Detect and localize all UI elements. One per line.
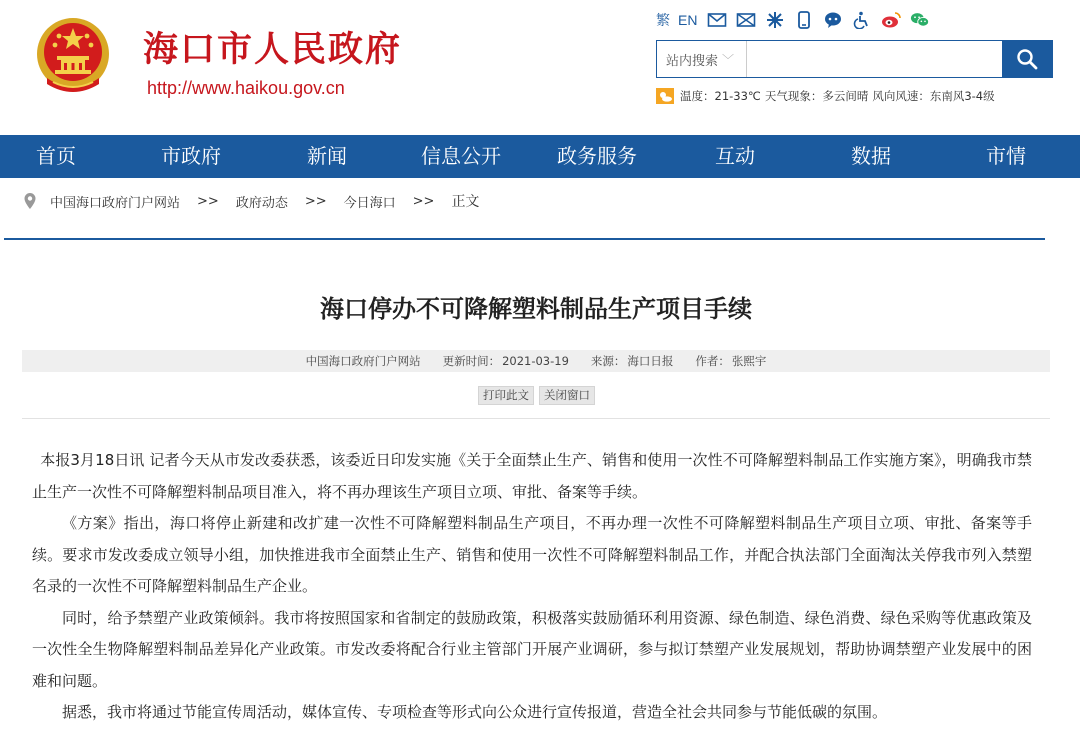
meta-author xyxy=(695,353,766,369)
breadcrumb-portal[interactable]: 中国海口政府门户网站 xyxy=(50,195,181,211)
search-scope-label: 站内搜索 xyxy=(666,53,719,69)
search-icon xyxy=(1016,48,1038,70)
site-header xyxy=(0,0,1080,135)
content-divider xyxy=(22,418,1050,419)
breadcrumb-gov-news[interactable]: 政府动态 xyxy=(235,195,288,211)
meta-author-label: 作者： xyxy=(695,354,730,368)
nav-item-news[interactable]: 新闻 xyxy=(307,144,347,168)
site-url[interactable]: http://www.haikou.gov.cn xyxy=(147,78,345,98)
article-body xyxy=(32,445,1032,729)
english-link[interactable]: EN xyxy=(678,12,698,28)
article-meta xyxy=(22,350,1050,372)
meta-source-site: 中国海口政府门户网站 xyxy=(305,354,421,368)
search-input[interactable] xyxy=(747,41,1002,77)
article-paragraph: 同时，给予禁塑产业政策倾斜。我市将按照国家和省制定的鼓励政策，积极落实鼓励循环利用资源、绿色制造、绿色消费、绿色采购等优惠政策及一次性全生物降解塑料制品差异化产业政策。市发改委将配合行业主管部门开展产业调研，参与拟订禁塑产业发展规划，帮助协调禁塑产业发展中的困难和问题。 xyxy=(32,608,1032,690)
article-paragraph: 本报3月18日讯 记者今天从市发改委获悉，该委近日印发实施《关于全面禁止生产、销售和使用一次性不可降解塑料制品工作实施方案》，明确我市禁止生产一次性不可降解塑料制品项目准入，将不再办理该生产项目立项、审批、备案等手续。 xyxy=(32,451,1032,501)
nav-item-city-info[interactable]: 市情 xyxy=(986,144,1026,168)
breadcrumb-separator: >> xyxy=(412,193,435,209)
site-search xyxy=(656,40,1053,78)
meta-origin-label: 来源： xyxy=(590,354,626,368)
meta-author-value: 张熙宇 xyxy=(731,354,767,368)
location-pin-icon xyxy=(24,193,36,209)
search-scope-select[interactable] xyxy=(657,41,747,77)
main-nav xyxy=(0,135,1080,178)
weather-partly-cloudy-icon xyxy=(656,88,674,104)
breadcrumb xyxy=(24,190,479,212)
mobile-icon[interactable] xyxy=(792,9,816,31)
star-burst-icon[interactable] xyxy=(763,9,787,31)
traditional-chinese-link[interactable]: 繁 xyxy=(656,12,670,28)
top-toolbar xyxy=(656,9,937,31)
weather-temperature: 温度：21-33℃ xyxy=(680,89,761,103)
weather-phenomenon: 天气现象：多云间晴 xyxy=(764,89,869,103)
breadcrumb-separator: >> xyxy=(197,193,219,209)
wechat-bubble-icon[interactable] xyxy=(821,9,845,31)
nav-item-gov-services[interactable]: 政务服务 xyxy=(557,144,637,168)
national-emblem-icon[interactable] xyxy=(33,14,113,100)
site-name[interactable]: 海口市人民政府 xyxy=(143,30,403,70)
weather-bar xyxy=(656,86,999,106)
breadcrumb-current: 正文 xyxy=(451,194,480,210)
meta-update-value: 2021-03-19 xyxy=(502,354,569,368)
mail-icon[interactable] xyxy=(705,9,729,31)
article-paragraph: 《方案》指出，海口将停止新建和改扩建一次性不可降解塑料制品生产项目，不再办理一次性不可降解塑料制品生产项目立项、审批、备案等手续。要求市发改委成立领导小组，加快推进我市全面禁止生产、销售和使用一次性不可降解塑料制品工作，并配合执法部门全面淘汰关停我市列入禁塑名录的一次性不可降解塑料制品生产企业。 xyxy=(32,514,1032,595)
nav-item-interaction[interactable]: 互动 xyxy=(715,144,755,168)
chevron-down-icon: ﹀ xyxy=(722,52,735,67)
section-divider xyxy=(4,238,1045,240)
article-title: 海口停办不可降解塑料制品生产项目手续 xyxy=(320,295,752,323)
nav-item-home[interactable]: 首页 xyxy=(36,144,76,168)
nav-item-government[interactable]: 市政府 xyxy=(161,144,221,168)
print-button[interactable]: 打印此文 xyxy=(478,386,534,405)
accessibility-icon[interactable] xyxy=(850,9,874,31)
article-actions xyxy=(478,386,595,405)
meta-origin-value: 海口日报 xyxy=(627,354,674,368)
article-paragraph: 据悉，我市将通过节能宣传周活动，媒体宣传、专项检查等形式向公众进行宣传报道，营造全社会共同参与节能低碳的氛围。 xyxy=(62,703,888,721)
nav-item-data[interactable]: 数据 xyxy=(851,144,891,168)
weibo-icon[interactable] xyxy=(879,9,903,31)
breadcrumb-separator: >> xyxy=(304,193,327,209)
breadcrumb-today-haikou[interactable]: 今日海口 xyxy=(343,195,396,211)
close-window-button[interactable]: 关闭窗口 xyxy=(539,386,595,405)
meta-update-label: 更新时间： xyxy=(442,354,501,368)
letter-icon[interactable] xyxy=(734,9,758,31)
meta-update-time xyxy=(443,353,569,369)
meta-origin xyxy=(591,353,674,369)
wechat-icon[interactable] xyxy=(908,9,932,31)
nav-item-info-disclosure[interactable]: 信息公开 xyxy=(421,144,501,168)
search-button[interactable] xyxy=(1002,41,1052,77)
weather-wind: 风向风速：东南风3-4级 xyxy=(872,89,995,103)
